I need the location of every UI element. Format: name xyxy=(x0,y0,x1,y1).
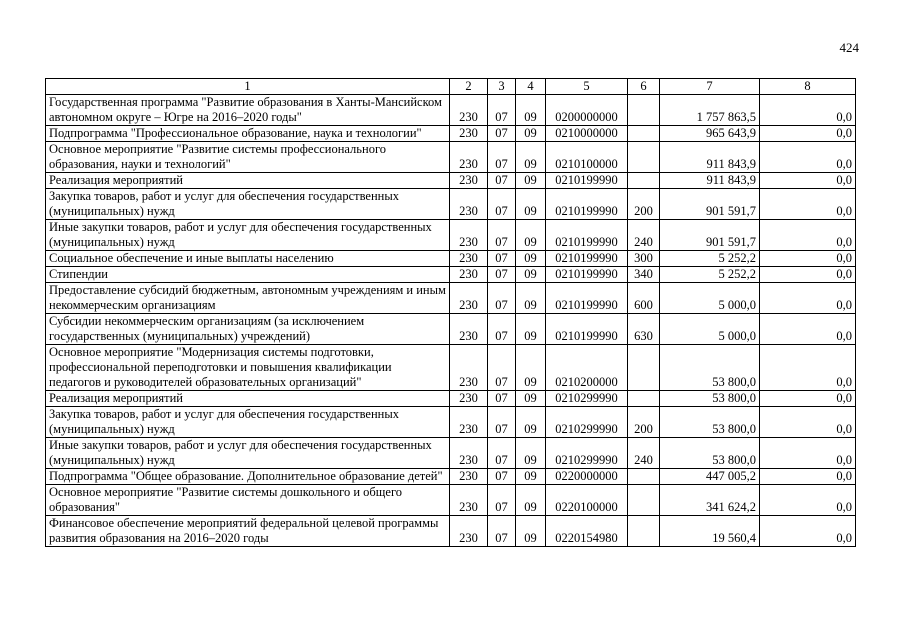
row-section-cell: 07 xyxy=(488,220,516,251)
row-target-article-cell: 0220154980 xyxy=(546,516,628,547)
row-amount-extra-cell: 0,0 xyxy=(760,314,856,345)
row-expense-type-cell xyxy=(628,485,660,516)
row-section-cell: 07 xyxy=(488,95,516,126)
row-amount-extra-cell: 0,0 xyxy=(760,407,856,438)
row-expense-type-cell: 630 xyxy=(628,314,660,345)
row-amount-cell: 901 591,7 xyxy=(660,220,760,251)
row-amount-extra-cell: 0,0 xyxy=(760,142,856,173)
row-section-cell: 07 xyxy=(488,189,516,220)
row-name-cell: Предоставление субсидий бюджетным, автономным учреждениям и иным некоммерческим организациям xyxy=(46,283,450,314)
row-amount-extra-cell: 0,0 xyxy=(760,267,856,283)
row-amount-cell: 341 624,2 xyxy=(660,485,760,516)
row-section-cell: 07 xyxy=(488,251,516,267)
row-amount-cell: 53 800,0 xyxy=(660,438,760,469)
row-subsection-cell: 09 xyxy=(516,126,546,142)
table-row xyxy=(46,220,856,251)
row-subsection-cell: 09 xyxy=(516,267,546,283)
row-code-cell: 230 xyxy=(450,314,488,345)
row-subsection-cell: 09 xyxy=(516,95,546,126)
row-amount-extra-cell: 0,0 xyxy=(760,95,856,126)
row-subsection-cell: 09 xyxy=(516,173,546,189)
row-name-cell: Основное мероприятие "Модернизация системы подготовки, профессиональной переподготовки и повышения квалификации педагогов и руководителей образовательных организаций" xyxy=(46,345,450,391)
column-header: 2 xyxy=(450,79,488,95)
row-amount-cell: 901 591,7 xyxy=(660,189,760,220)
row-name-cell: Подпрограмма "Общее образование. Дополнительное образование детей" xyxy=(46,469,450,485)
row-code-cell: 230 xyxy=(450,220,488,251)
row-code-cell: 230 xyxy=(450,126,488,142)
row-code-cell: 230 xyxy=(450,469,488,485)
row-amount-cell: 5 252,2 xyxy=(660,251,760,267)
row-amount-cell: 5 000,0 xyxy=(660,283,760,314)
row-amount-extra-cell: 0,0 xyxy=(760,189,856,220)
row-expense-type-cell: 200 xyxy=(628,407,660,438)
row-code-cell: 230 xyxy=(450,391,488,407)
row-target-article-cell: 0210299990 xyxy=(546,438,628,469)
table-row xyxy=(46,407,856,438)
row-subsection-cell: 09 xyxy=(516,189,546,220)
table-row xyxy=(46,314,856,345)
row-amount-extra-cell: 0,0 xyxy=(760,173,856,189)
row-expense-type-cell xyxy=(628,345,660,391)
row-subsection-cell: 09 xyxy=(516,220,546,251)
row-name-cell: Государственная программа "Развитие образования в Ханты-Мансийском автономном округе – Югре на 2016–2020 годы" xyxy=(46,95,450,126)
table-row xyxy=(46,485,856,516)
row-section-cell: 07 xyxy=(488,126,516,142)
row-expense-type-cell: 600 xyxy=(628,283,660,314)
row-name-cell: Основное мероприятие "Развитие системы дошкольного и общего образования" xyxy=(46,485,450,516)
row-target-article-cell: 0210199990 xyxy=(546,283,628,314)
row-subsection-cell: 09 xyxy=(516,345,546,391)
table-row xyxy=(46,391,856,407)
row-target-article-cell: 0210199990 xyxy=(546,189,628,220)
table-row xyxy=(46,251,856,267)
budget-table xyxy=(45,78,856,547)
row-expense-type-cell xyxy=(628,516,660,547)
row-name-cell: Реализация мероприятий xyxy=(46,173,450,189)
row-expense-type-cell xyxy=(628,173,660,189)
row-expense-type-cell: 300 xyxy=(628,251,660,267)
table-row xyxy=(46,173,856,189)
row-code-cell: 230 xyxy=(450,251,488,267)
row-amount-cell: 53 800,0 xyxy=(660,391,760,407)
row-target-article-cell: 0220000000 xyxy=(546,469,628,485)
row-target-article-cell: 0210299990 xyxy=(546,391,628,407)
row-section-cell: 07 xyxy=(488,438,516,469)
row-code-cell: 230 xyxy=(450,95,488,126)
row-amount-cell: 53 800,0 xyxy=(660,407,760,438)
table-row xyxy=(46,95,856,126)
row-amount-cell: 911 843,9 xyxy=(660,142,760,173)
row-subsection-cell: 09 xyxy=(516,469,546,485)
row-amount-extra-cell: 0,0 xyxy=(760,220,856,251)
row-target-article-cell: 0210199990 xyxy=(546,251,628,267)
row-section-cell: 07 xyxy=(488,173,516,189)
row-target-article-cell: 0210199990 xyxy=(546,314,628,345)
row-target-article-cell: 0210000000 xyxy=(546,126,628,142)
row-name-cell: Подпрограмма "Профессиональное образование, наука и технологии" xyxy=(46,126,450,142)
row-name-cell: Реализация мероприятий xyxy=(46,391,450,407)
row-subsection-cell: 09 xyxy=(516,283,546,314)
row-amount-extra-cell: 0,0 xyxy=(760,251,856,267)
row-subsection-cell: 09 xyxy=(516,142,546,173)
row-code-cell: 230 xyxy=(450,485,488,516)
row-section-cell: 07 xyxy=(488,485,516,516)
row-section-cell: 07 xyxy=(488,283,516,314)
row-name-cell: Социальное обеспечение и иные выплаты населению xyxy=(46,251,450,267)
column-header: 5 xyxy=(546,79,628,95)
row-expense-type-cell: 200 xyxy=(628,189,660,220)
row-expense-type-cell xyxy=(628,391,660,407)
table-row xyxy=(46,469,856,485)
row-name-cell: Закупка товаров, работ и услуг для обеспечения государственных (муниципальных) нужд xyxy=(46,189,450,220)
row-amount-extra-cell: 0,0 xyxy=(760,438,856,469)
table-row xyxy=(46,438,856,469)
row-amount-extra-cell: 0,0 xyxy=(760,469,856,485)
table-row xyxy=(46,345,856,391)
page-number: 424 xyxy=(839,40,859,55)
row-amount-cell: 5 000,0 xyxy=(660,314,760,345)
row-subsection-cell: 09 xyxy=(516,391,546,407)
row-amount-cell: 19 560,4 xyxy=(660,516,760,547)
row-amount-cell: 5 252,2 xyxy=(660,267,760,283)
row-expense-type-cell: 240 xyxy=(628,220,660,251)
row-code-cell: 230 xyxy=(450,142,488,173)
row-code-cell: 230 xyxy=(450,516,488,547)
row-code-cell: 230 xyxy=(450,345,488,391)
row-section-cell: 07 xyxy=(488,345,516,391)
row-subsection-cell: 09 xyxy=(516,314,546,345)
row-target-article-cell: 0210199990 xyxy=(546,173,628,189)
table-row xyxy=(46,142,856,173)
row-subsection-cell: 09 xyxy=(516,251,546,267)
row-name-cell: Иные закупки товаров, работ и услуг для обеспечения государственных (муниципальных) нужд xyxy=(46,220,450,251)
table-header-row xyxy=(46,79,856,95)
row-code-cell: 230 xyxy=(450,283,488,314)
row-amount-extra-cell: 0,0 xyxy=(760,485,856,516)
column-header: 8 xyxy=(760,79,856,95)
table-row xyxy=(46,189,856,220)
row-expense-type-cell xyxy=(628,469,660,485)
column-header: 1 xyxy=(46,79,450,95)
table-body xyxy=(46,95,856,547)
table-row xyxy=(46,516,856,547)
row-code-cell: 230 xyxy=(450,438,488,469)
row-name-cell: Основное мероприятие "Развитие системы профессионального образования, науки и технологий" xyxy=(46,142,450,173)
row-amount-cell: 965 643,9 xyxy=(660,126,760,142)
row-target-article-cell: 0220100000 xyxy=(546,485,628,516)
row-amount-cell: 447 005,2 xyxy=(660,469,760,485)
row-target-article-cell: 0210299990 xyxy=(546,407,628,438)
table-row xyxy=(46,126,856,142)
row-amount-extra-cell: 0,0 xyxy=(760,345,856,391)
row-section-cell: 07 xyxy=(488,314,516,345)
row-target-article-cell: 0210200000 xyxy=(546,345,628,391)
row-section-cell: 07 xyxy=(488,407,516,438)
column-header: 7 xyxy=(660,79,760,95)
row-expense-type-cell xyxy=(628,95,660,126)
row-code-cell: 230 xyxy=(450,173,488,189)
row-amount-cell: 53 800,0 xyxy=(660,345,760,391)
row-section-cell: 07 xyxy=(488,142,516,173)
row-name-cell: Субсидии некоммерческим организациям (за исключением государственных (муниципальных) учреждений) xyxy=(46,314,450,345)
row-amount-cell: 1 757 863,5 xyxy=(660,95,760,126)
row-subsection-cell: 09 xyxy=(516,485,546,516)
row-section-cell: 07 xyxy=(488,267,516,283)
row-target-article-cell: 0210199990 xyxy=(546,220,628,251)
row-name-cell: Закупка товаров, работ и услуг для обеспечения государственных (муниципальных) нужд xyxy=(46,407,450,438)
column-header: 6 xyxy=(628,79,660,95)
row-expense-type-cell xyxy=(628,142,660,173)
row-target-article-cell: 0200000000 xyxy=(546,95,628,126)
row-section-cell: 07 xyxy=(488,391,516,407)
row-code-cell: 230 xyxy=(450,189,488,220)
row-name-cell: Стипендии xyxy=(46,267,450,283)
table-row xyxy=(46,283,856,314)
row-name-cell: Финансовое обеспечение мероприятий федеральной целевой программы развития образования на 2016–2020 годы xyxy=(46,516,450,547)
table-row xyxy=(46,267,856,283)
row-name-cell: Иные закупки товаров, работ и услуг для обеспечения государственных (муниципальных) нужд xyxy=(46,438,450,469)
row-target-article-cell: 0210100000 xyxy=(546,142,628,173)
row-amount-extra-cell: 0,0 xyxy=(760,283,856,314)
row-section-cell: 07 xyxy=(488,516,516,547)
row-amount-cell: 911 843,9 xyxy=(660,173,760,189)
row-amount-extra-cell: 0,0 xyxy=(760,516,856,547)
row-amount-extra-cell: 0,0 xyxy=(760,391,856,407)
row-code-cell: 230 xyxy=(450,407,488,438)
row-target-article-cell: 0210199990 xyxy=(546,267,628,283)
row-expense-type-cell xyxy=(628,126,660,142)
row-subsection-cell: 09 xyxy=(516,438,546,469)
column-header: 4 xyxy=(516,79,546,95)
row-amount-extra-cell: 0,0 xyxy=(760,126,856,142)
row-subsection-cell: 09 xyxy=(516,516,546,547)
column-header: 3 xyxy=(488,79,516,95)
row-subsection-cell: 09 xyxy=(516,407,546,438)
row-expense-type-cell: 240 xyxy=(628,438,660,469)
row-code-cell: 230 xyxy=(450,267,488,283)
row-expense-type-cell: 340 xyxy=(628,267,660,283)
row-section-cell: 07 xyxy=(488,469,516,485)
